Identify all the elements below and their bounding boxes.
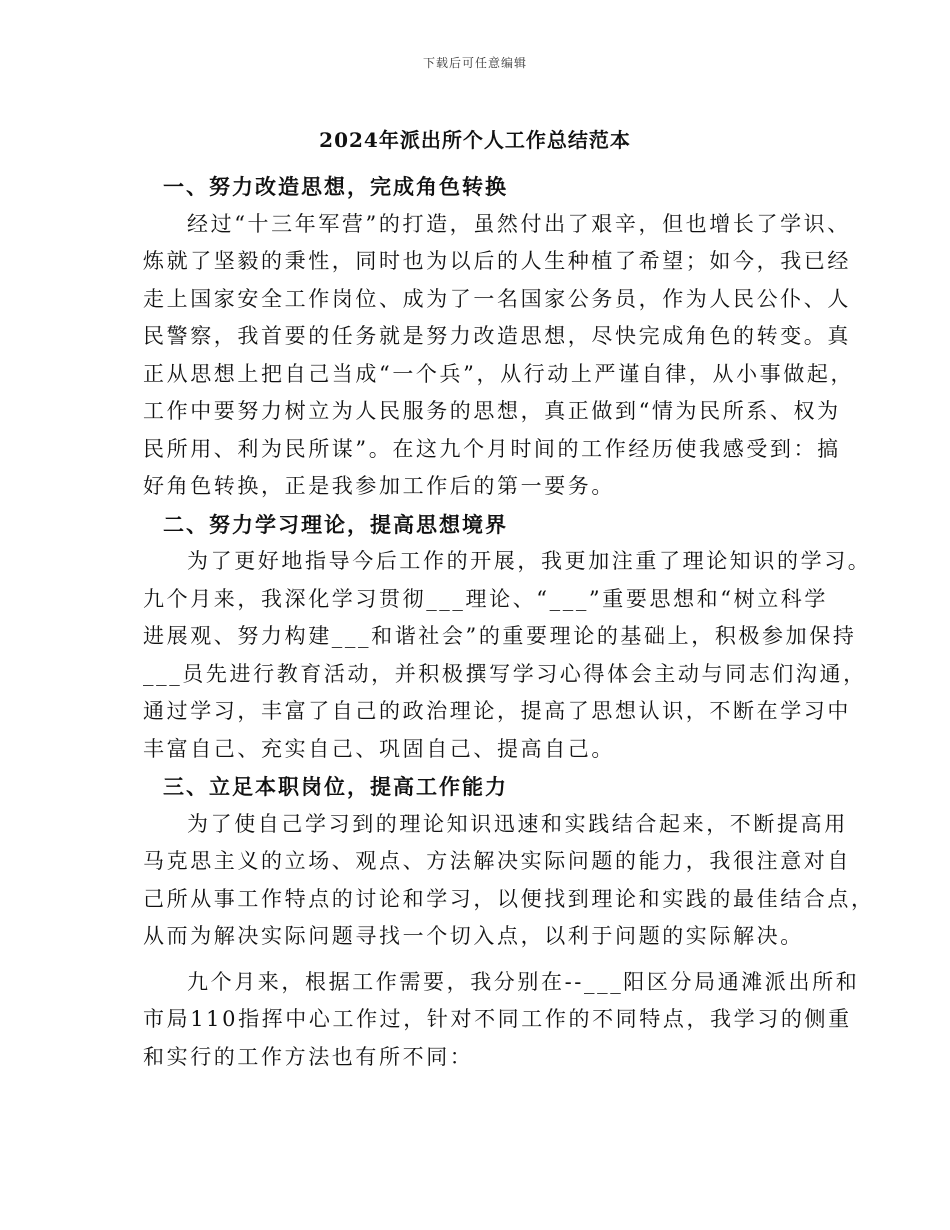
body-text-line: 经过“十三年军营”的打造，虽然付出了艰辛，但也增长了学识、 — [187, 211, 851, 236]
body-text-line: 为了使自己学习到的理论知识迅速和实践结合起来，不断提高用 — [187, 811, 848, 836]
body-text-line: 丰富自己、充实自己、巩固自己、提高自己。 — [143, 736, 615, 761]
body-text-line: 通过学习，丰富了自己的政治理论，提高了思想认识，不断在学习中 — [143, 699, 851, 723]
body-text-line: 民警察，我首要的任务就是努力改造思想，尽快完成角色的转变。真 — [143, 324, 851, 348]
section-heading: 三、立足本职岗位，提高工作能力 — [163, 774, 508, 799]
body-text-line: 正从思想上把自己当成“一个兵”，从行动上严谨自律，从小事做起， — [143, 361, 855, 386]
body-text-line: 走上国家安全工作岗位、成为了一名国家公务员，作为人民公仆、人 — [143, 286, 851, 311]
body-text-line: 九个月来，我深化学习贯彻___理论、“___”重要思想和“树立科学 — [143, 586, 829, 611]
section-heading: 一、努力改造思想，完成角色转换 — [163, 174, 508, 199]
body-text-line: 和实行的工作方法也有所不同： — [143, 1044, 474, 1069]
paragraph-gap — [143, 956, 813, 964]
body-text-line: 民所用、利为民所谋”。在这九个月时间的工作经历使我感受到：搞 — [143, 436, 841, 461]
document-title: 2024年派出所个人工作总结范本 — [319, 128, 631, 152]
page-header-note: 下载后可任意编辑 — [422, 56, 527, 70]
document-body — [143, 168, 875, 1076]
section-heading: 二、努力学习理论，提高思想境界 — [163, 511, 508, 537]
body-text-line: 进展观、努力构建___和谐社会”的重要理论的基础上，积极参加保持 — [143, 624, 857, 648]
body-text-line: 市局110指挥中心工作过，针对不同工作的不同特点，我学习的侧重 — [143, 1007, 852, 1031]
body-text-line: 九个月来，根据工作需要，我分别在--___阳区分局通滩派出所和 — [187, 969, 860, 994]
body-text-line: 马克思主义的立场、观点、方法解决实际问题的能力，我很注意对自 — [143, 849, 851, 873]
body-text-line: 为了更好地指导今后工作的开展，我更加注重了理论知识的学习。 — [187, 549, 872, 573]
body-text-line: 己所从事工作特点的讨论和学习，以便找到理论和实践的最佳结合点， — [143, 886, 875, 911]
body-text-line: 从而为解决实际问题寻找一个切入点，以利于问题的实际解决。 — [143, 924, 804, 948]
body-text-line: 好角色转换，正是我参加工作后的第一要务。 — [143, 474, 615, 498]
body-text-line: 炼就了坚毅的秉性，同时也为以后的人生种植了希望；如今，我已经 — [143, 249, 851, 273]
body-text-line: ___员先进行教育活动，并积极撰写学习心得体会主动与同志们沟通， — [143, 661, 867, 686]
body-text-line: 工作中要努力树立为人民服务的思想，真正做到“情为民所系、权为 — [143, 399, 841, 423]
